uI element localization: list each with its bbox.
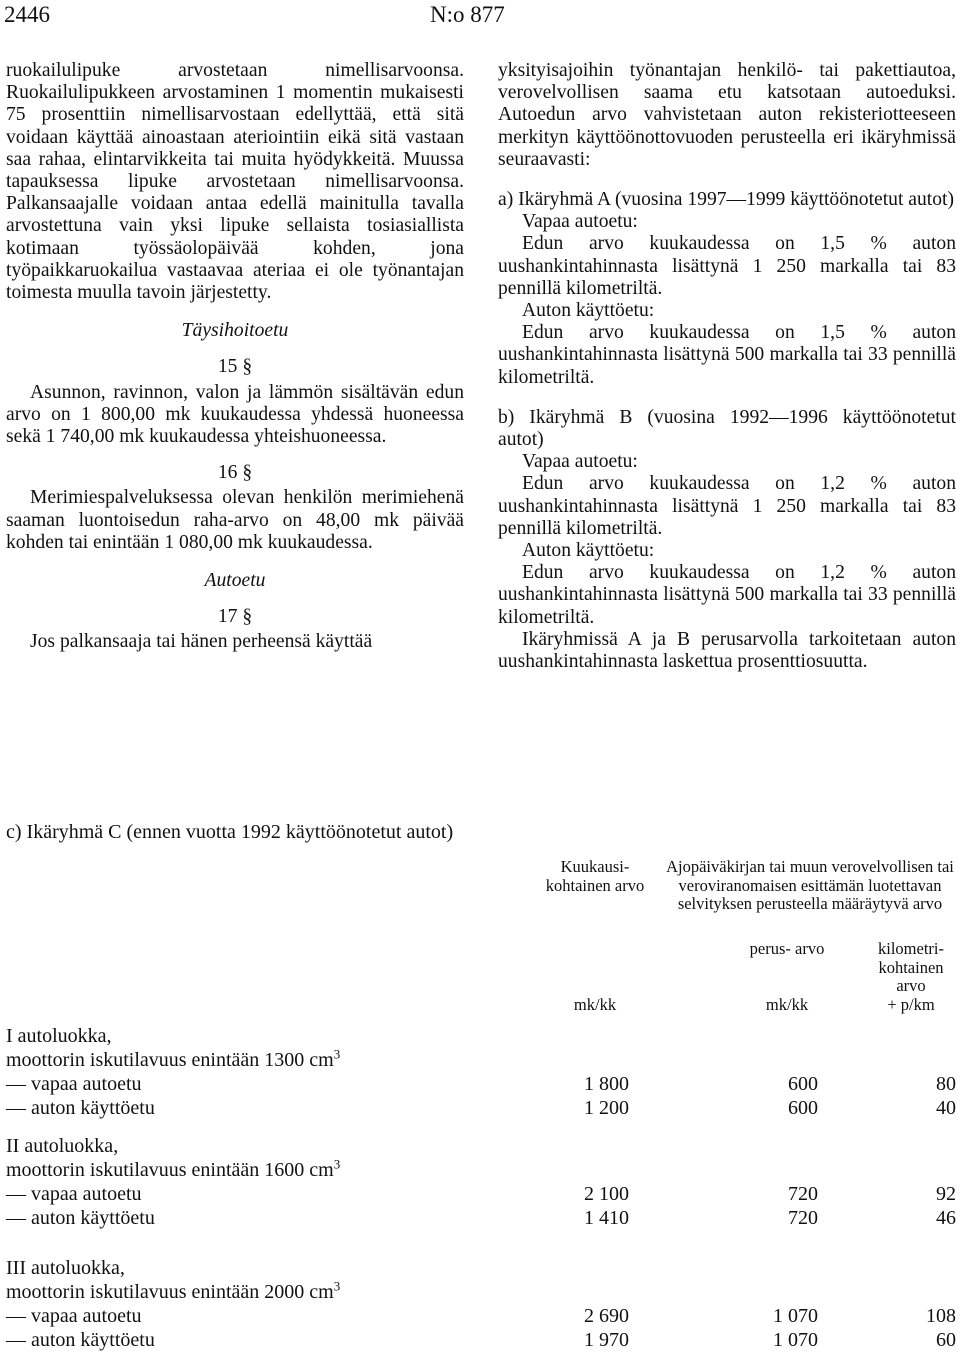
unit-base: mk/kk bbox=[765, 995, 809, 1014]
table-title: c) Ikäryhmä C (ennen vuotta 1992 käyttöönotetut autot) bbox=[6, 821, 454, 843]
car-benefit-intro: yksityisajoihin työnantajan henkilö- tai pakettiautoa, verovelvollisen saama etu katsotaan autoeduksi. Autoedun arvo vahvistetaan auton rekisteriotteeseen merkityn käyttöönottovuoden perusteella eri ikäryhmissä seuraavasti: bbox=[498, 60, 956, 170]
table-row: — vapaa autoetu 1 800 600 80 bbox=[6, 1073, 956, 1095]
class-3-engine: moottorin iskutilavuus enintään 2000 $cm^3$ bbox=[6, 1278, 341, 1303]
class-3-engine-row bbox=[6, 1280, 956, 1304]
class-2-engine-row bbox=[6, 1158, 956, 1182]
group-b-free-text: Edun arvo kuukaudessa on 1,2 % auton uushankintahinnasta lisättynä 1 250 markalla tai 83 pennillä kilometriltä. bbox=[498, 473, 956, 539]
section-16-number: 16 § bbox=[217, 462, 253, 484]
right-column bbox=[498, 60, 956, 673]
col-header-logbook: Ajopäiväkirjan tai muun verovelvollisen tai veroviranomaisen esittämän luotettavan selvityksen perusteella määräytyvä arvo bbox=[666, 857, 954, 913]
section-15-number: 15 § bbox=[217, 356, 253, 378]
col-header-km: kilometri- kohtainen arvo bbox=[878, 939, 944, 995]
unit-monthly: mk/kk bbox=[573, 995, 617, 1014]
class-2-engine: moottorin iskutilavuus enintään 1600 $cm^3$ bbox=[6, 1156, 341, 1181]
class-2-name: II autoluokka, bbox=[6, 1135, 119, 1157]
table-row: — auton käyttöetu 1 200 600 40 bbox=[6, 1097, 956, 1119]
class-1-engine-row bbox=[6, 1048, 956, 1072]
section-16-text: Merimiespalveluksessa olevan henkilön merimiehenä saaman luontoisedun raha-arvo on 48,00 mk päivää kohden tai enintään 1 080,00 mk kuukaudessa. bbox=[6, 487, 464, 553]
group-a-free-label: Vapaa autoetu: bbox=[522, 211, 638, 233]
class-2-name-row bbox=[6, 1134, 956, 1158]
group-b-title: b) Ikäryhmä B (vuosina 1992—1996 käyttöönotetut autot) bbox=[498, 406, 956, 451]
group-a-free-text: Edun arvo kuukaudessa on 1,5 % auton uushankintahinnasta lisättynä 1 250 markalla tai 83 pennillä kilometriltä. bbox=[498, 233, 956, 299]
section-17-number: 17 § bbox=[217, 606, 253, 628]
section-15-text: Asunnon, ravinnon, valon ja lämmön sisältävän edun arvo on 1 800,00 mk kuukaudessa yhdessä huoneessa sekä 1 740,00 mk kuukaudessa yhteishuoneessa. bbox=[6, 381, 464, 448]
table-row: — vapaa autoetu 2 690 1 070 108 bbox=[6, 1305, 956, 1327]
group-a-use-text: Edun arvo kuukaudessa on 1,5 % auton uushankintahinnasta lisättynä 500 markalla tai 33 pennillä kilometriltä. bbox=[498, 322, 956, 388]
section-17-text: Jos palkansaaja tai hänen perheensä käyttää bbox=[30, 631, 373, 653]
unit-km: + p/km bbox=[887, 995, 935, 1014]
group-a-title: a) Ikäryhmä A (vuosina 1997—1999 käyttöönotetut autot) bbox=[498, 189, 955, 211]
page-number: 2446 bbox=[4, 2, 50, 27]
groups-closing-text: Ikäryhmissä A ja B perusarvolla tarkoitetaan auton uushankintahinnasta laskettua prosenttiosuutta. bbox=[498, 628, 956, 673]
table-row: — auton käyttöetu 1 970 1 070 60 bbox=[6, 1329, 956, 1351]
class-1-name-row bbox=[6, 1024, 956, 1048]
class-3-name: III autoluokka, bbox=[6, 1257, 125, 1279]
issue-number: N:o 877 bbox=[430, 2, 505, 27]
group-b-free-label: Vapaa autoetu: bbox=[522, 451, 638, 473]
class-1-engine: moottorin iskutilavuus enintään 1300 $cm^3$ bbox=[6, 1046, 341, 1071]
table-row: — vapaa autoetu 2 100 720 92 bbox=[6, 1183, 956, 1205]
group-b-use-text: Edun arvo kuukaudessa on 1,2 % auton uushankintahinnasta lisättynä 500 markalla tai 33 pennillä kilometriltä. bbox=[498, 562, 956, 628]
heading-full-board: Täysihoitoetu bbox=[181, 320, 289, 342]
group-b-use-label: Auton käyttöetu: bbox=[522, 540, 655, 562]
col-header-monthly: Kuukausi- kohtainen arvo bbox=[545, 857, 645, 895]
heading-car-benefit: Autoetu bbox=[204, 570, 266, 592]
table-row: — auton käyttöetu 1 410 720 46 bbox=[6, 1207, 956, 1229]
class-3-name-row bbox=[6, 1256, 956, 1280]
col-header-base: perus- arvo bbox=[749, 939, 825, 958]
group-a-use-label: Auton käyttöetu: bbox=[522, 300, 655, 322]
left-column bbox=[6, 60, 464, 654]
class-1-name: I autoluokka, bbox=[6, 1025, 112, 1047]
meal-voucher-paragraph: ruokailulipuke arvostetaan nimellisarvoonsa. Ruokailulipukkeen arvostaminen 1 momentin mukaisesti 75 prosenttiin nimellisarvostaan edellyttää, että sitä voidaan käyttää ainoastaan ateriointiin eikä sitä vastaan saa rahaa, elintarvikkeita tai muita hyödykkeitä. Muussa tapauksessa lipuke arvostetaan nimellisarvoonsa. Palkansaajalle voidaan antaa edellä mainitulla tavalla arvostettuna vain yksi lipuke sellaista tosiasiallista kotimaan työssäolopäivää kohden, jona työpaikkaruokailua vastaavaa ateriaa ei ole työnantajan toimesta muulla tavoin järjestetty. bbox=[6, 60, 464, 304]
